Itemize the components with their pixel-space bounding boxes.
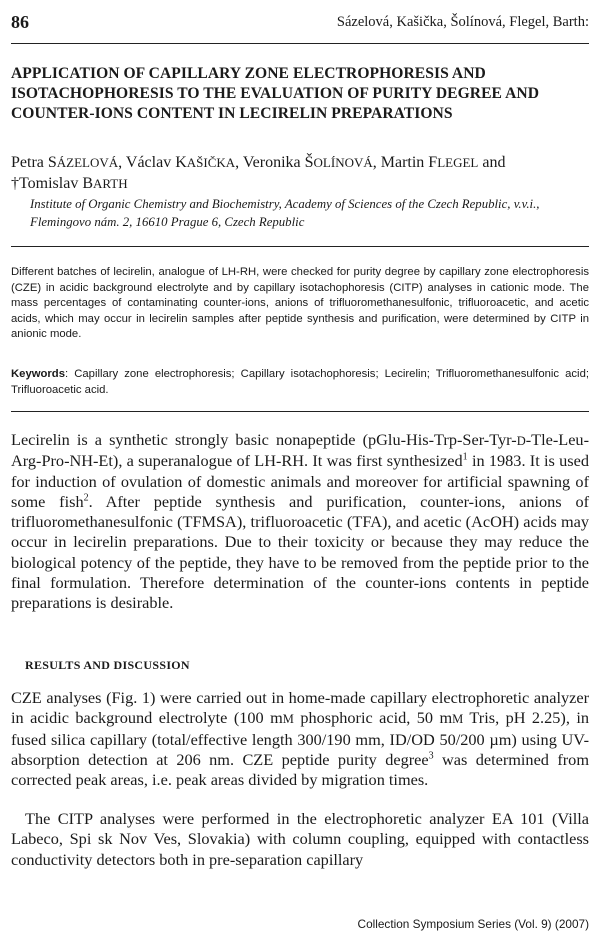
intro-text: -Tle-Leu-Arg-Pro-NH-Et), a superanalogue of LH-RH. It was first synthesized (11, 430, 589, 471)
results-text: Tris, pH 2.25), in fused silica capillary (total/effective length 300/190 mm, ID/OD 50/200 µm) using UV-absorption detection at 206 nm. CZE peptide purity degree (11, 708, 590, 769)
intro-text: . After peptide synthesis and purification, counter-ions, anions of trifluoromethanesulfonic (TFMSA), trifluoroacetic (TFA), and acetic (AcOH) acids may occur in lecirelin preparations. Due to their toxicity or because they may reduce the biological potency of the peptide, they have to be removed from the peptide prior to the final formulation. Therefore determination of the counter-ions contents in peptide preparations is desirable. (11, 491, 590, 613)
keywords-label: Keywords (11, 368, 65, 380)
results-text: CZE analyses (Fig. 1) were carried out in home-made capillary electrophoretic analyzer in acidic background electrolyte (100 m (11, 688, 589, 728)
citation-ref: 2 (83, 492, 89, 504)
author-surname: OLÍNOVÁ (313, 155, 373, 170)
author-surname-initial: F (428, 154, 438, 171)
abstract-top-rule (11, 246, 589, 247)
page-number: 86 (11, 12, 29, 32)
author-surname: AŠIČKA (186, 155, 236, 170)
author-surname: ÁZELOVÁ (56, 155, 119, 170)
intro-d-prefix: D (516, 434, 526, 448)
affiliation (30, 195, 590, 231)
author-given: , Václav (118, 154, 176, 171)
results-text: phosphoric acid, 50 m (293, 708, 453, 728)
section-heading: RESULTS AND DISCUSSION (25, 658, 190, 672)
keywords (11, 367, 589, 398)
results-text: was determined from corrected peak areas, i.e. peak areas divided by migration times. (11, 749, 589, 790)
results-paragraph (11, 688, 589, 790)
abstract-bottom-rule (11, 411, 589, 412)
intro-text: in 1983. It is used for induction of ovulation of domestic animals and moreover for artificial spawning of some fish (11, 451, 589, 511)
page-footer: Collection Symposium Series (Vol. 9) (2007) (357, 917, 589, 931)
page-header (11, 12, 589, 40)
author-surname-initial: B (82, 175, 93, 192)
header-rule (11, 43, 589, 44)
author-given: Petra (11, 154, 48, 171)
author-conjunction: and (478, 154, 506, 171)
affiliation-line: Institute of Organic Chemistry and Biochemistry, Academy of Sciences of the Czech Republic, v.v.i., (30, 197, 540, 211)
citation-ref: 3 (428, 750, 434, 762)
title-line: ISOTACHOPHORESIS TO THE EVALUATION OF PURITY DEGREE AND (11, 85, 539, 102)
author-given: †Tomislav (11, 175, 83, 192)
running-head: Sázelová, Kašička, Šolínová, Flegel, Barth: (336, 14, 589, 30)
author-surname: ARTH (93, 176, 128, 191)
author-surname-initial: K (175, 154, 187, 171)
citation-ref: 1 (462, 451, 468, 463)
unit-text: M (452, 712, 464, 727)
abstract: Different batches of lecirelin, analogue of LH-RH, were checked for purity degree by capillary zone electrophoresis (CZE) in acidic background electrolyte and by capillary isotachophoresis (CITP) analyses in cationic mode. The mass percentages of contaminating counter-ions, anions of trifluoromethanesulfonic, trifluoroacetic, and acetic acids, which may occur in lecirelin samples after peptide synthesis and purification, were determined by CITP in anionic mode. (11, 266, 589, 341)
author-surname-initial: S (47, 154, 57, 171)
affiliation-line: Flemingovo nám. 2, 16610 Prague 6, Czech Republic (30, 215, 305, 229)
author-given: , Martin (372, 154, 429, 171)
title-line: COUNTER-IONS CONTENT IN LECIRELIN PREPARATIONS (11, 105, 453, 122)
author-given: , Veronika (235, 154, 305, 171)
author-surname: LEGEL (437, 155, 479, 170)
unit-text: M (282, 712, 294, 727)
title-line: APPLICATION OF CAPILLARY ZONE ELECTROPHORESIS AND (11, 65, 486, 82)
article-title (11, 64, 591, 124)
keywords-text: : Capillary zone electrophoresis; Capillary isotachophoresis; Lecirelin; Trifluoromethanesulfonic acid; Trifluoroacetic acid. (11, 368, 589, 396)
author-surname-initial: Š (304, 154, 314, 171)
intro-paragraph (11, 430, 589, 614)
results-paragraph: The CITP analyses were performed in the electrophoretic analyzer EA 101 (Villa Labeco, Spi sk Nov Ves, Slovakia) with column coupling, equipped with contactless conductivity detectors both in pre-separation capillary (11, 809, 589, 869)
author-list (11, 152, 591, 194)
intro-text: Lecirelin is a synthetic strongly basic nonapeptide (pGlu-His-Trp-Ser-Tyr- (11, 430, 517, 449)
